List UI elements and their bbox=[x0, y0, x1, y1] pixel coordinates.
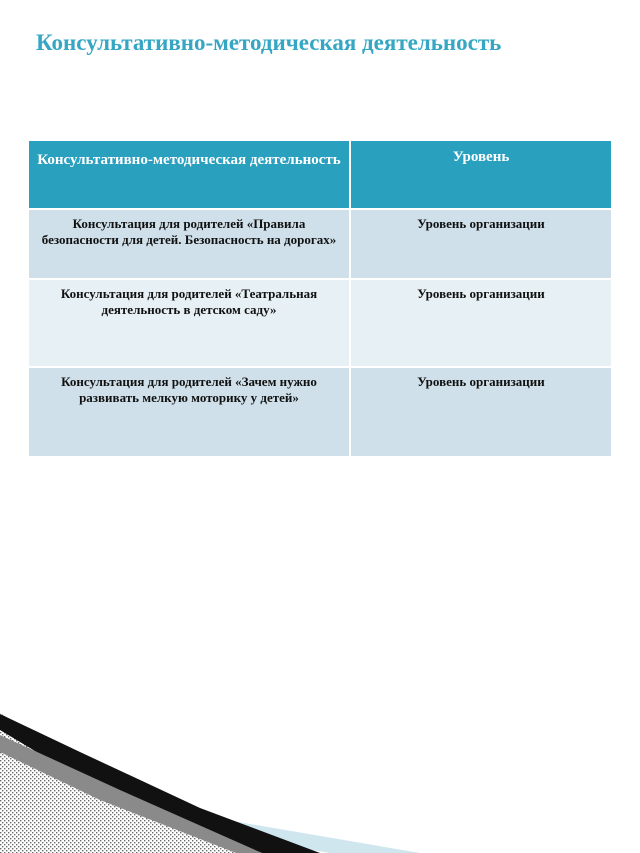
slide-title: Консультативно-методическая деятельность bbox=[36, 30, 502, 55]
activity-level: Уровень организации bbox=[350, 367, 612, 457]
activity-table bbox=[27, 139, 613, 458]
header-activity: Консультативно-методическая деятельность bbox=[28, 140, 350, 209]
black-stripe bbox=[0, 714, 320, 853]
table-header-row bbox=[28, 140, 612, 209]
activity-name: Консультация для родителей «Правила безопасности для детей. Безопасность на дорогах» bbox=[28, 209, 350, 279]
table-row bbox=[28, 367, 612, 457]
table-row bbox=[28, 209, 612, 279]
activity-name: Консультация для родителей «Зачем нужно развивать мелкую моторику у детей» bbox=[28, 367, 350, 457]
gray-stripe bbox=[0, 735, 262, 853]
dotted-corner bbox=[0, 713, 235, 853]
activity-name: Консультация для родителей «Театральная деятельность в детском саду» bbox=[28, 279, 350, 367]
table-row bbox=[28, 279, 612, 367]
header-level: Уровень bbox=[350, 140, 612, 209]
activity-level: Уровень организации bbox=[350, 279, 612, 367]
light-blue-swoosh bbox=[0, 760, 420, 853]
activity-level: Уровень организации bbox=[350, 209, 612, 279]
